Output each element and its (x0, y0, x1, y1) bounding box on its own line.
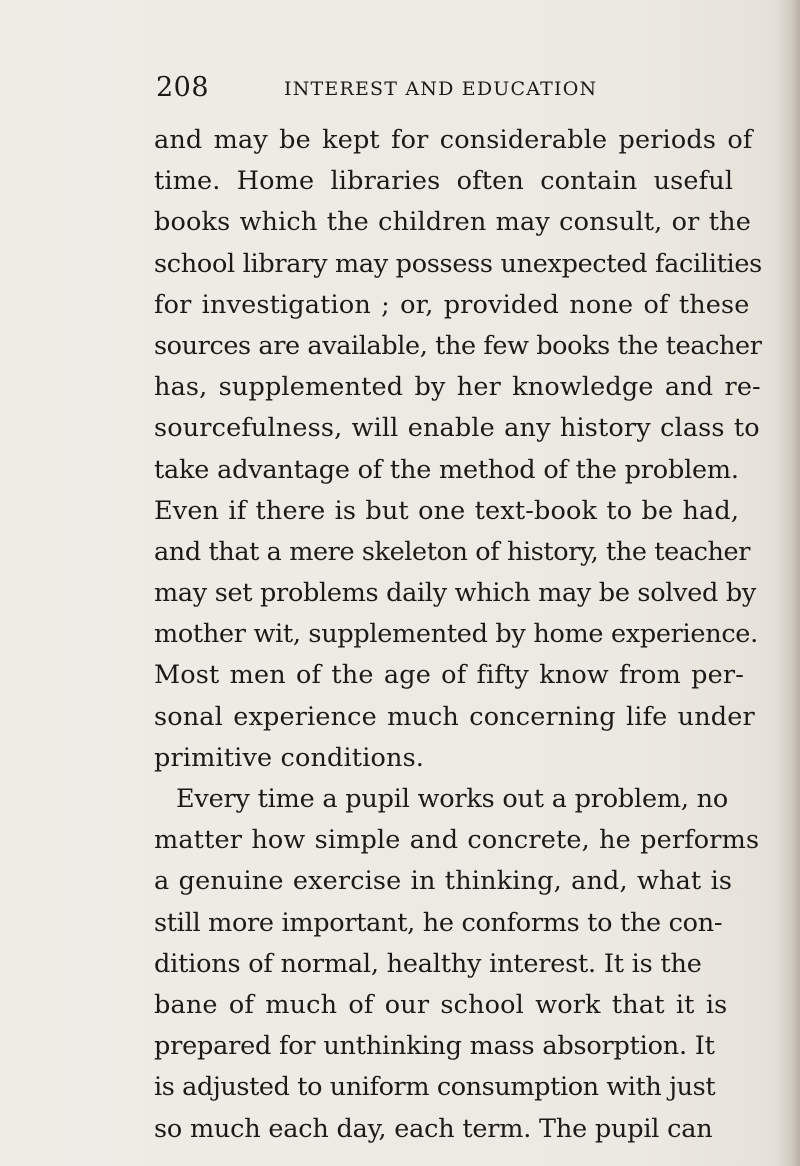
text-line: time. Home libraries often contain useful (154, 166, 734, 197)
text-line: sources are available, the few books the teacher (154, 330, 762, 361)
text-line: bane of much of our school work that it is (154, 989, 728, 1020)
text-line: school library may possess unexpected facilities (154, 248, 762, 279)
text-line: sourcefulness, will enable any history class to (154, 413, 760, 444)
text-line: primitive conditions. (154, 742, 425, 773)
text-line: is adjusted to uniform consumption with just (154, 1072, 716, 1103)
text-line: a genuine exercise in thinking, and, what is (154, 866, 733, 897)
text-line: for investigation ; or, provided none of these (154, 289, 750, 320)
text-line: still more important, he conforms to the con- (154, 907, 723, 938)
body-text (154, 120, 790, 1150)
page-number: 208 (156, 72, 210, 103)
text-line: so much each day, each term. The pupil can (154, 1113, 713, 1144)
text-line: Every time a pupil works out a problem, no (176, 784, 729, 814)
running-head: INTEREST AND EDUCATION (284, 78, 598, 100)
text-line: mother wit, supplemented by home experience. (154, 619, 758, 650)
text-line: matter how simple and concrete, he performs (154, 825, 760, 856)
text-line: prepared for unthinking mass absorption. It (154, 1031, 715, 1062)
text-line: take advantage of the method of the problem. (154, 454, 739, 485)
text-line: books which the children may consult, or the (154, 207, 751, 238)
text-line: and may be kept for considerable periods of (154, 125, 753, 155)
page-header (156, 72, 756, 108)
text-line: ditions of normal, healthy interest. It is the (154, 948, 702, 979)
text-line: may set problems daily which may be solved by (154, 578, 756, 609)
text-line: Even if there is but one text-book to be had, (154, 495, 740, 526)
text-line: sonal experience much concerning life under (154, 701, 755, 732)
text-line: has, supplemented by her knowledge and re- (154, 372, 761, 403)
text-line: Most men of the age of fifty know from per- (154, 660, 744, 691)
text-line: and that a mere skeleton of history, the teacher (154, 536, 751, 567)
